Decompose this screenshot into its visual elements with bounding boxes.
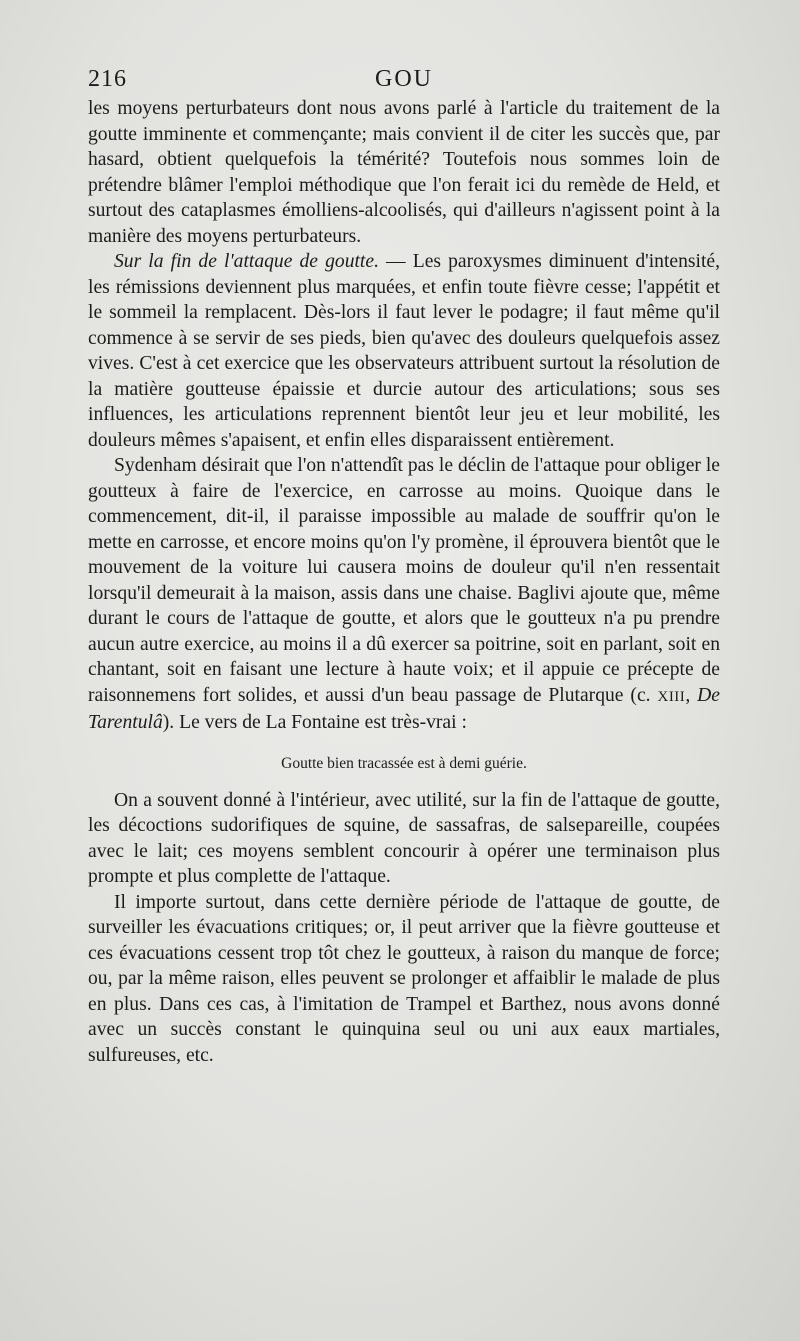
paragraph-5: Il importe surtout, dans cette dernière période de l'attaque de goutte, de surveiller les évacuations critiques; or, il peut arriver que la fièvre goutteuse et ces évacuations cessent trop tôt chez le goutteux, à raison du manque de force; ou, par la même raison, elles peuvent se prolonger et affaiblir le malade de plus en plus. Dans ces cas, à l'imitation de Trampel et Barthez, nous avons donné avec un succès constant le quinquina seul ou uni aux eaux martiales, sulfureuses, etc.	[88, 891, 720, 1066]
paragraph-3-sep: ,	[685, 684, 698, 706]
paragraph-3	[88, 453, 720, 736]
page-number: 216	[88, 66, 127, 92]
page-header	[88, 62, 720, 96]
section-title: Sur la fin de l'attaque de goutte.	[114, 251, 379, 272]
chapter-reference: XIII	[657, 688, 686, 705]
paragraph-1: les moyens perturbateurs dont nous avons parlé à l'article du traitement de la goutte imminente et commençante; mais convient il de citer les succès que, par hasard, obtient quelquefois la témérité? Toutefois nous sommes loin de prétendre blâmer l'emploi méthodique que l'on ferait ici du remède de Held, et surtout des cataplasmes émolliens-alcoolisés, qui d'ailleurs n'agissent point à la manière des moyens perturbateurs.	[88, 98, 720, 247]
body-text	[88, 96, 720, 1068]
work-title: De Tarentulâ	[88, 684, 721, 733]
paragraph-3-end: ). Le vers de La Fontaine est très-vrai :	[162, 712, 467, 733]
paragraph-4: On a souvent donné à l'intérieur, avec utilité, sur la fin de l'attaque de goutte, les décoctions sudorifiques de squine, de sassafras, de salsepareille, coupées avec le lait; ces moyens semblent concourir à opérer une terminaison plus prompte et plus complette de l'attaque.	[88, 789, 720, 887]
paragraph-2	[88, 249, 720, 453]
paragraph-3-text: Sydenham désirait que l'on n'attendît pas le déclin de l'attaque pour obliger le goutteux à faire de l'exercice, en carrosse au moins. Quoique dans le commencement, dit-il, il paraisse impossible au malade de souffrir qu'on le mette en carrosse, et encore moins qu'on l'y promène, il éprouvera bientôt que le mouvement de la voiture lui causera moins de douleur qu'il n'en ressentait lorsqu'il demeurait à la maison, assis dans une chaise. Baglivi ajoute que, même durant le cours de l'attaque de goutte, et alors que le goutteux n'a pu prendre aucun autre exercice, au moins il a dû exercer sa poitrine, soit en parlant, soit en chantant, soit en faisant une lecture à haute voix; et il appuie ce précepte de raisonnemens fort solides, et aussi d'un beau passage de Plutarque (c.	[88, 455, 720, 706]
paragraph-2-text: — Les paroxysmes diminuent d'intensité, les rémissions deviennent plus marquées, et enfin toute fièvre cesse; l'appétit et le sommeil la remplacent. Dès-lors il faut lever le podagre; il faut même qu'il commence à se servir de ses pieds, bien qu'avec des douleurs quelquefois assez vives. C'est à cet exercice que les observateurs attribuent surtout la résolution de la matière goutteuse épaissie et durcie autour des articulations; sous ses influences, les articulations reprennent bientôt leur jeu et leur mobilité, les douleurs mêmes s'apaisent, et enfin elles disparaissent entièrement.	[88, 251, 720, 451]
verse-quote: Goutte bien tracassée est à demi guérie.	[281, 754, 527, 772]
running-head: GOU	[375, 66, 433, 92]
